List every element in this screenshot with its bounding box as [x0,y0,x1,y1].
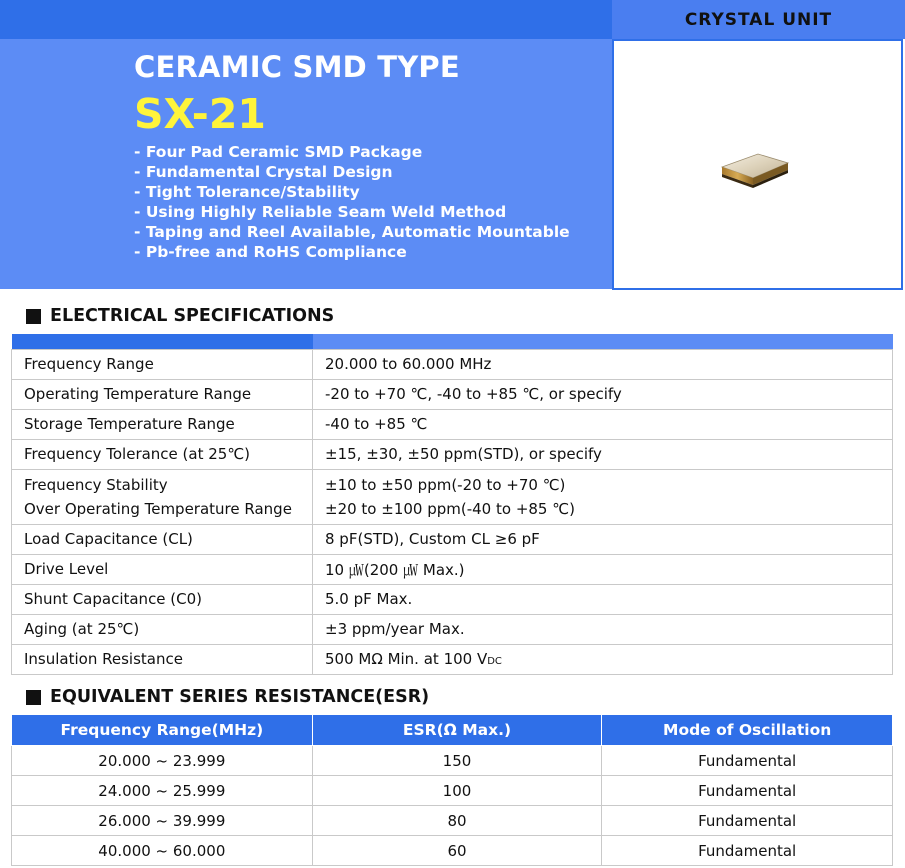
heading-square-icon [26,690,41,705]
esr-frequency: 26.000 ~ 39.999 [12,806,313,836]
spec-param [12,469,313,524]
spec-value: 5.0 pF Max. [313,584,893,614]
spec-value-line: ±20 to ±100 ppm(-40 to +85 ℃) [325,499,575,518]
esr-mode: Fundamental [602,836,893,866]
table-row [12,776,893,806]
esr-heading [26,687,429,707]
spec-param: Drive Level [12,554,313,584]
table-row [12,554,893,584]
esr-value: 100 [312,776,602,806]
table-row [12,746,893,776]
spec-value-line: ±10 to ±50 ppm(-20 to +70 ℃) [325,475,566,494]
spec-param: Operating Temperature Range [12,379,313,409]
table-row [12,439,893,469]
table-row [12,524,893,554]
table-header-bar [12,334,893,349]
esr-mode: Fundamental [602,776,893,806]
spec-value: 8 pF(STD), Custom CL ≥6 pF [313,524,893,554]
spec-param: Load Capacitance (CL) [12,524,313,554]
table-row [12,349,893,379]
esr-value: 60 [312,836,602,866]
spec-param: Frequency Tolerance (at 25℃) [12,439,313,469]
esr-frequency: 40.000 ~ 60.000 [12,836,313,866]
spec-value: -20 to +70 ℃, -40 to +85 ℃, or specify [313,379,893,409]
table-row [12,806,893,836]
spec-param-line: Over Operating Temperature Range [24,499,292,518]
esr-value: 150 [312,746,602,776]
spec-value: 10 ㎼(200 ㎼ Max.) [313,554,893,584]
feature-item: - Taping and Reel Available, Automatic Mountable [134,223,570,241]
product-type-title: CERAMIC SMD TYPE [134,50,460,84]
spec-value-subscript: DC [487,656,502,667]
feature-item: - Four Pad Ceramic SMD Package [134,143,423,161]
spec-value [313,644,893,674]
feature-list [134,142,570,262]
table-row [12,469,893,524]
esr-frequency: 24.000 ~ 25.999 [12,776,313,806]
electrical-specs-heading [26,306,334,326]
crystal-package-icon [614,41,901,288]
heading-square-icon [26,309,41,324]
feature-item: - Pb-free and RoHS Compliance [134,243,407,261]
spec-value-text: 500 MΩ Min. at 100 V [325,650,488,668]
spec-param: Insulation Resistance [12,644,313,674]
banner-top-bar [0,0,612,39]
spec-param: Frequency Range [12,349,313,379]
spec-param-line: Frequency Stability [24,475,168,494]
table-row [12,836,893,866]
product-photo [612,39,903,290]
esr-table [11,714,893,866]
feature-item: - Fundamental Crystal Design [134,163,393,181]
column-header: Mode of Oscillation [602,715,893,746]
esr-mode: Fundamental [602,746,893,776]
table-row [12,409,893,439]
table-row [12,584,893,614]
esr-frequency: 20.000 ~ 23.999 [12,746,313,776]
table-row [12,379,893,409]
table-row [12,614,893,644]
electrical-specs-table [11,334,893,675]
spec-param: Storage Temperature Range [12,409,313,439]
spec-param: Shunt Capacitance (C0) [12,584,313,614]
esr-mode: Fundamental [602,806,893,836]
spec-value: ±15, ±30, ±50 ppm(STD), or specify [313,439,893,469]
spec-value: -40 to +85 ℃ [313,409,893,439]
spec-value: 20.000 to 60.000 MHz [313,349,893,379]
esr-header-row [12,715,893,746]
column-header: Frequency Range(MHz) [12,715,313,746]
spec-param: Aging (at 25℃) [12,614,313,644]
esr-title: EQUIVALENT SERIES RESISTANCE(ESR) [50,687,430,707]
spec-value [313,469,893,524]
feature-item: - Tight Tolerance/Stability [134,183,360,201]
spec-value: ±3 ppm/year Max. [313,614,893,644]
feature-item: - Using Highly Reliable Seam Weld Method [134,203,507,221]
column-header: ESR(Ω Max.) [312,715,602,746]
esr-value: 80 [312,806,602,836]
crystal-unit-label: CRYSTAL UNIT [612,0,905,39]
model-name: SX-21 [134,90,266,138]
electrical-specs-title: ELECTRICAL SPECIFICATIONS [50,306,335,326]
table-row [12,644,893,674]
